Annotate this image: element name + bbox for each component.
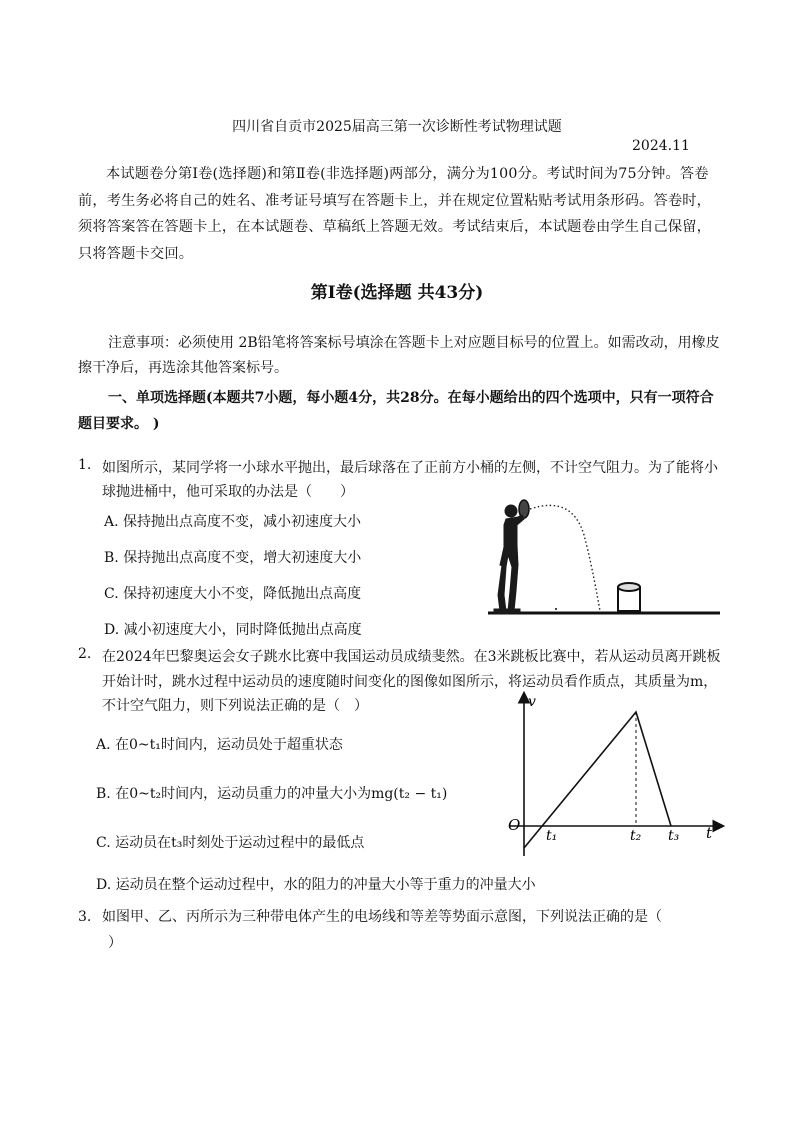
question-stem: 如图甲、乙、丙所示为三种带电体产生的电场线和等差等势面示意图，下列说法正确的是（ bbox=[102, 909, 662, 925]
option-c[interactable]: C. 运动员在t₃时刻处于运动过程中的最低点 bbox=[96, 835, 365, 851]
option-b[interactable]: B. 保持抛出点高度不变，增大初速度大小 bbox=[104, 550, 362, 566]
option-b[interactable]: B. 在0~t₂时间内，运动员重力的冲量大小为mg(t₂ − t₁) bbox=[96, 786, 448, 802]
shoe-right bbox=[506, 609, 520, 613]
exam-title: 四川省自贡市2025届高三第一次诊断性考试物理试题 bbox=[232, 119, 562, 135]
part-heading: 一、单项选择题(本题共7小题，每小题4分，共28分。在每小题给出的四个选项中，只有一项符合题目要求。 ) bbox=[78, 390, 714, 432]
bucket bbox=[618, 583, 640, 611]
throw-illustration bbox=[484, 495, 726, 621]
question-number: 1. bbox=[78, 457, 92, 473]
question-stem: 在2024年巴黎奥运会女子跳水比赛中我国运动员成绩斐然。在3米跳板比赛中，若从运动员离开跳板开始计时，跳水过程中运动员的速度随时间变化的图像如图所示，将运动员看作质点，其质量为m，不计空气阻力，则下列说法正确的是（ ） bbox=[102, 649, 721, 714]
question-stem-cont: ） bbox=[108, 935, 122, 951]
intro-paragraph: 本试题卷分第Ⅰ卷(选择题)和第Ⅱ卷(非选择题)两部分，满分为100分。考试时间为75分钟。答卷前，考生务必将自己的姓名、准考证号填写在答题卡上，并在规定位置粘贴考试用条形码。答卷时，须将答案答在答题卡上，在本试题卷、草稿纸上答题无效。考试结束后，本试题卷由学生自己保留，只将答题卡交回。 bbox=[78, 166, 712, 262]
v-axis-label: v bbox=[528, 694, 536, 710]
ball-trajectory bbox=[530, 505, 600, 611]
torso bbox=[504, 515, 524, 547]
thrower-figure bbox=[494, 500, 529, 613]
option-d[interactable]: D. 运动员在整个运动过程中，水的阻力的冲量大小等于重力的冲量大小 bbox=[96, 877, 536, 893]
origin-label: O bbox=[508, 816, 521, 834]
t-axis-label: t bbox=[706, 824, 713, 842]
velocity-time-graph bbox=[500, 688, 730, 864]
t3-label: t₃ bbox=[668, 828, 680, 844]
question-number: 3. bbox=[78, 909, 92, 925]
leg-right bbox=[508, 565, 518, 611]
t1-label: t₁ bbox=[546, 828, 558, 844]
option-a[interactable]: A. 保持抛出点高度不变，减小初速度大小 bbox=[104, 514, 362, 530]
exam-date: 2024.11 bbox=[632, 138, 690, 154]
notice-paragraph: 注意事项：必须使用 2B铅笔将答案标号填涂在答题卡上对应题目标号的位置上。如需改动，用橡皮擦干净后，再选涂其他答案标号。 bbox=[78, 335, 720, 376]
head bbox=[505, 505, 517, 517]
landing-mark bbox=[555, 608, 557, 610]
t2-label: t₂ bbox=[630, 828, 642, 844]
question-stem: 如图所示，某同学将一小球水平抛出，最后球落在了正前方小桶的左侧，不计空气阻力。为了能将小球抛进桶中，他可采取的办法是（ ） bbox=[102, 460, 718, 500]
question-number: 2. bbox=[78, 646, 92, 662]
option-d[interactable]: D. 减小初速度大小，同时降低抛出点高度 bbox=[104, 622, 362, 638]
shorts bbox=[500, 545, 518, 567]
leg-left bbox=[498, 565, 506, 611]
option-a[interactable]: A. 在0~t₁时间内，运动员处于超重状态 bbox=[96, 737, 343, 753]
option-c[interactable]: C. 保持初速度大小不变，降低抛出点高度 bbox=[104, 586, 362, 602]
section-title: 第Ⅰ卷(选择题 共43分) bbox=[310, 283, 484, 303]
